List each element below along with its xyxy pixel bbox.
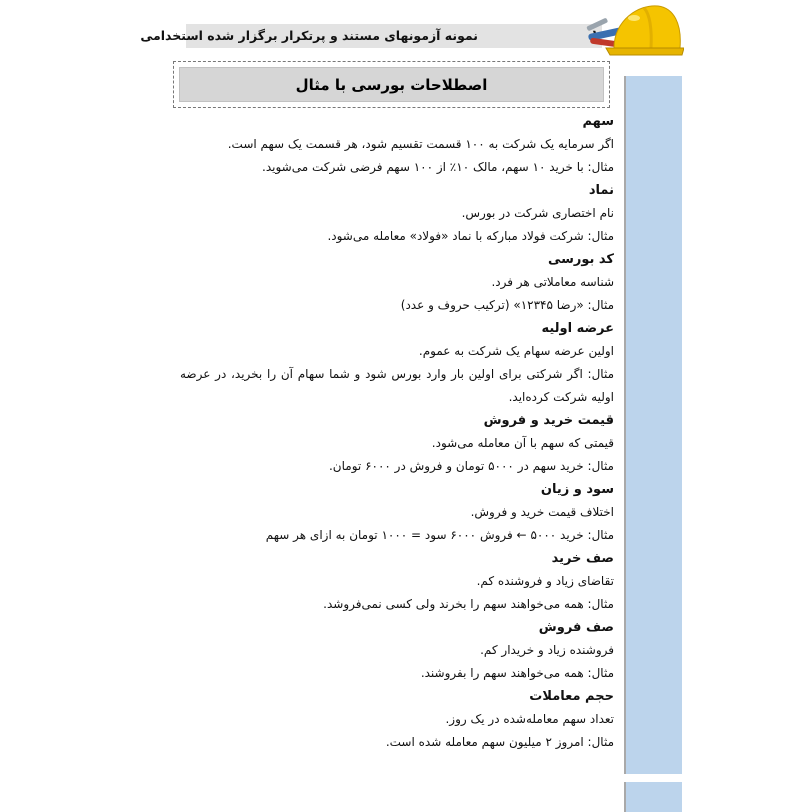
term-heading: عرضه اولیه	[541, 321, 614, 336]
running-header-title: نمونه آزمونهای مستند و پرتکرار برگزار شده استخدامی	[140, 28, 478, 43]
glossary-entry	[180, 110, 614, 179]
term-heading: قیمت خرید و فروش	[483, 413, 614, 428]
glossary-entry	[180, 685, 614, 754]
term-heading: صف فروش	[538, 620, 614, 635]
glossary-entry	[180, 478, 614, 547]
hard-hat-and-tools-icon	[584, 0, 684, 66]
glossary-entry	[180, 248, 614, 317]
term-heading: حجم معاملات	[529, 689, 614, 704]
term-example: مثال: خرید ۵۰۰۰ ← فروش ۶۰۰۰ سود = ۱۰۰۰ تومان به ازای هر سهم	[265, 528, 614, 542]
term-definition: تقاضای زیاد و فروشنده کم.	[476, 574, 614, 588]
term-example: مثال: شرکت فولاد مبارکه با نماد «فولاد» معامله می‌شود.	[327, 229, 614, 243]
side-panel-decoration	[624, 76, 682, 774]
glossary-content	[180, 110, 614, 750]
term-definition: شناسه معاملاتی هر فرد.	[491, 275, 614, 289]
glossary-entry	[180, 616, 614, 685]
term-definition: قیمتی که سهم با آن معامله می‌شود.	[431, 436, 614, 450]
section-title: اصطلاحات بورسی با مثال	[295, 76, 488, 94]
term-definition: تعداد سهم معامله‌شده در یک روز.	[445, 712, 614, 726]
term-example: مثال: امروز ۲ میلیون سهم معامله شده است.	[385, 735, 614, 749]
term-example: مثال: اگر شرکتی برای اولین بار وارد بورس شود و شما سهام آن را بخرید، در عرضه اولیه شرکت کرده‌اید.	[180, 367, 614, 404]
side-panel-decoration-bottom	[624, 782, 682, 812]
term-definition: اولین عرضه سهام یک شرکت به عموم.	[418, 344, 614, 358]
glossary-entry	[180, 547, 614, 616]
term-definition: فروشنده زیاد و خریدار کم.	[480, 643, 614, 657]
section-title-inner	[179, 67, 604, 102]
term-example: مثال: «رضا ۱۲۳۴۵» (ترکیب حروف و عدد)	[400, 298, 614, 312]
term-heading: سود و زیان	[540, 482, 614, 497]
term-heading: نماد	[588, 183, 614, 198]
term-definition: اختلاف قیمت خرید و فروش.	[470, 505, 614, 519]
section-title-box	[173, 61, 610, 108]
term-definition: نام اختصاری شرکت در بورس.	[461, 206, 614, 220]
glossary-entry	[180, 179, 614, 248]
glossary-entry	[180, 317, 614, 409]
term-example: مثال: خرید سهم در ۵۰۰۰ تومان و فروش در ۶۰۰۰ تومان.	[328, 459, 614, 473]
term-heading: صف خرید	[551, 551, 614, 566]
term-definition: اگر سرمایه یک شرکت به ۱۰۰ قسمت تقسیم شود، هر قسمت یک سهم است.	[227, 137, 614, 151]
term-example: مثال: با خرید ۱۰ سهم، مالک ۱۰٪ از ۱۰۰ سهم فرضی شرکت می‌شوید.	[262, 160, 614, 174]
term-example: مثال: همه می‌خواهند سهم را بخرند ولی کسی نمی‌فروشد.	[323, 597, 614, 611]
term-heading: سهم	[582, 114, 614, 129]
glossary-entry	[180, 409, 614, 478]
term-heading: کد بورسی	[547, 252, 614, 267]
term-example: مثال: همه می‌خواهند سهم را بفروشند.	[420, 666, 614, 680]
